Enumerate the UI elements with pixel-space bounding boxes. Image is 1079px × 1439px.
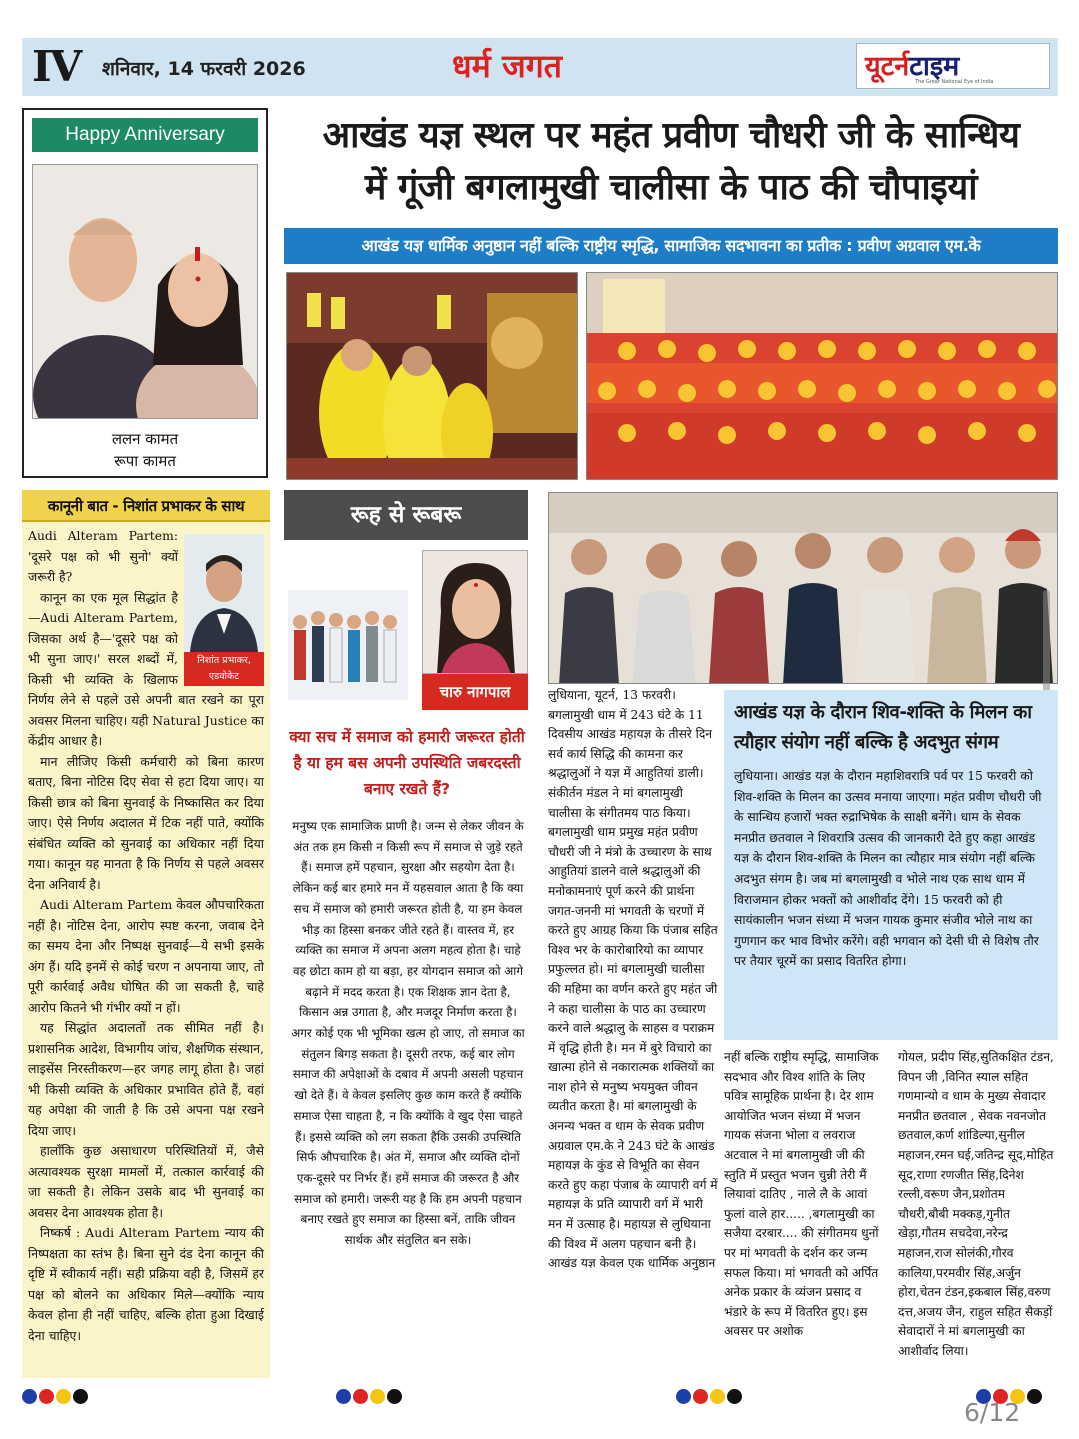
shivratri-article-body: लुधियाना। आखंड यज्ञ के दौरान महाशिवरात्रि पर्व पर 15 फरवरी को शिव-शक्ति के मिलन का उत्सव मनाया जाएगा। महंत प्रवीण चौधरी जी के सान्धिय हजारों भक्त रुद्राभिषेक के साक्षी बनेंगे। धाम के सेवक मनप्रीत छतवाल ने शिवरात्रि उत्सव की जानकारी देते हुए कहा आखंड यज्ञ के दौरान शिव-शक्ति के मिलन का त्यौहार मात्र संयोग नहीं बल्कि अदभुत संगम है। जब मां बगलामुखी व भोले नाथ एक साथ धाम में विराजमान होकर भक्तों को आशीर्वाद देंगे। 15 फरवरी को ही सायंकालीन भजन संध्या में भजन गायक कुमार संजीव भोले नाथ का गुणगान कर भाव विभोर करेंगे। वही भगवान को देसी घी से विशेष तौर पर तैयार चूरमें का प्रसाद वितरित होगा। xyxy=(734,769,1042,969)
color-dot xyxy=(336,1389,351,1404)
main-story-column-1: लुधियाना, यूटर्न, 13 फरवरी। बगलामुखी धाम में 243 घंटे के 11 दिवसीय आखंड महायज्ञ के तीसरे दिन सर्व कार्य सिद्धि की कामना कर श्रद्धालुओं ने यज्ञ में आहुतियां डाली। संकीर्तन मंडल ने मां बगलामुखी चालीसा के संगीतमय पाठ किया। बगलामुखी धाम प्रमुख महंत प्रवीण चौधरी जी ने मंत्रो के उच्चारण के साथ आहुतियां डालने वाले श्रद्धालुओं की मनोकामनाएं पूर्ण करने की प्रार्थना जगत-जननी मां भगवती के चरणों में करते हुए आग्रह किया कि पंजाब सहित विश्व भर के कारोबारियो का व्यापार प्रफुल्लत हो। मां बगलामुखी चालीसा की महिमा का वर्णन करते हुए महंत जी ने कहा चालीसा के पाठ का उच्चारण करने वाले श्रद्धालु के साहस व पराक्रम में वृद्धि होती है। मन में बुरे विचारो का खात्मा होने से नकारात्मक शक्तियों का नाश होने से मनुष्य भयमुक्त जीवन व्यतीत करता है। मां बगलामुखी के अनन्य भक्त व धाम के सेवक प्रवीण अग्रवाल एम.के ने 243 घंटे के आखंड महायज्ञ के कुंड से विभूति का सेवन करते हुए कहा पंजाब के व्यापारी वर्ग में महायज्ञ के प्रति व्यापारी वर्ग में भारी मन में उत्साह है। महायज्ञ से लुधियाना की विश्व में अलग पहचान बनी है। आखंड यज्ञ केवल एक धार्मिक अनुष्ठान xyxy=(548,688,718,1271)
main-story-column-2: नहीं बल्कि राष्ट्रीय स्मृद्धि, सामाजिक सदभाव और विश्व शांति के लिए पवित्र सामूहिक प्रार्थना है। देर शाम आयोजित भजन संध्या में भजन गायक संजना भोला व लवराज अटवाल ने मां बगलामुखी जी की स्तुति में प्रस्तुत भजन चुन्नी तेरी मैं लियावां दातिए , नाले लै के आवां फुलां वाले हार..... ,बगलामुखी का सजैया दरबार.... की संगीतमय धुनों पर मां भगवती के दर्शन कर जन्म सफल किया। मां भगवती को अर्पित अनेक प्रकार के व्यंजन प्रसाद व भंडारे के रूप में वितरित हुए। इस अवसर पर अशोक xyxy=(724,1050,879,1339)
logo-part1: यूटर्न xyxy=(865,51,910,82)
opinion-column xyxy=(282,490,534,1370)
color-dot xyxy=(693,1389,708,1404)
masthead xyxy=(22,38,1058,96)
legal-paragraph: हालाँकि कुछ असाधारण परिस्थितियों में, जैसे अत्यावश्यक सुरक्षा मामलों में, तत्काल कार्रवाई की जा सकती है। लेकिन उसके बाद भी सुनवाई का अवसर देना आवश्यक होता है। xyxy=(28,1143,264,1220)
devotees-group-photo xyxy=(586,272,1058,480)
logo-part2: टाइम xyxy=(909,51,960,82)
registration-dots-center-right xyxy=(676,1389,744,1408)
couple-photo xyxy=(32,164,258,419)
legal-paragraph: निष्कर्ष : Audi Alteram Partem न्याय की निष्पक्षता का स्तंभ है। बिना सुने दंड देना कानून की दृष्टि में स्वीकार्य नहीं। सही प्रक्रिया वही है, जिसमें हर पक्ष को बोलने का अधिकार मिले—क्योंकि न्याय केवल होना ही नहीं चाहिए, बल्कि होता हुआ दिखाई देना चाहिए। xyxy=(28,1225,264,1343)
anniversary-box xyxy=(22,108,268,478)
legal-column-body xyxy=(28,526,264,1346)
lawyer-profile xyxy=(184,534,264,684)
color-dot xyxy=(56,1389,71,1404)
color-dot xyxy=(22,1389,37,1404)
logo-tagline: The Great National Eye of India xyxy=(915,79,994,85)
color-dot xyxy=(676,1389,691,1404)
color-dot xyxy=(727,1389,742,1404)
issue-date: शनिवार, 14 फरवरी 2026 xyxy=(102,58,306,80)
color-dot xyxy=(73,1389,88,1404)
author-photo xyxy=(422,550,528,674)
legal-paragraph: कानून का एक मूल सिद्धांत है—Audi Alteram Partem, जिसका अर्थ है—'दूसरे पक्ष को भी सुना जाए।' सरल शब्दों में, किसी भी व्यक्ति के खिलाफ निर्णय लेने से पहले उसे अपनी बात रखने का पूरा अवसर मिलना चाहिए। यही Natural Justice का केंद्रीय आधार है। xyxy=(28,589,264,748)
registration-dots-center-left xyxy=(336,1389,404,1408)
main-story-column-3: गोयल, प्रदीप सिंह,सुतिकक्षित टंडन, विपन जी ,विनित स्याल सहित गणमान्यो व धाम के मुख्य सेवादार मनप्रीत छतवाल , सेवक नवनजोत छतवाल,कर्ण शांडिल्या,सुनील महाजन,रमन घई,जतिन्द्र सूद,मोहित सूद,राणा रणजीत सिंह,दिनेश रल्ली,वरूण जैन,प्रशोतम चौधरी,बौबी मक्कड़,गुनीत खेड़ा,गौतम सचदेवा,नरेन्द्र महाजन,राज सोलंकी,गौरव कालिया,परमवीर सिंह,अर्जुन होरा,चेतन टंडन,इकबाल सिंह,वरुण दत्त,अजय जैन, राहुल सहित सैकड़ों सेवादारों ने मां बगलामुखी का आशीर्वाद लिया। xyxy=(898,1050,1054,1358)
professionals-illustration xyxy=(288,590,408,700)
headline-line-1: आखंड यज्ञ स्थल पर महंत प्रवीण चौधरी जी के सान्धिय xyxy=(322,115,1020,156)
anniversary-label: Happy Anniversary xyxy=(32,118,258,152)
newspaper-logo xyxy=(856,43,1050,89)
anniversary-name-1: ललन कामत xyxy=(111,430,179,448)
author-name-tag: चारु नागपाल xyxy=(422,674,528,710)
legal-paragraph: Audi Alteram Partem: 'दूसरे पक्ष को भी सुनो' क्यों जरूरी है? xyxy=(28,528,178,584)
shivratri-article-box xyxy=(724,690,1058,1040)
lawyer-photo xyxy=(184,534,264,652)
legal-column-heading: कानूनी बात - निशांत प्रभाकर के साथ xyxy=(22,490,270,522)
color-dot xyxy=(353,1389,368,1404)
section-title: धर्म जगत xyxy=(452,47,562,85)
page-counter: 6/12 xyxy=(964,1398,1021,1427)
opinion-body: मनुष्य एक सामाजिक प्राणी है। जन्म से लेकर जीवन के अंत तक हम किसी न किसी रूप में समाज से जुड़े रहते हैं। समाज हमें पहचान, सुरक्षा और सहयोग देता है। लेकिन कई बार हमारे मन में यहसवाल आता है कि क्या सच में समाज को हमारी जरूरत होती है, या हम केवल भीड़ का हिस्सा बनकर जीते रहते हैं। वास्तव में, हर व्यक्ति का समाज में अपना अलग महत्व होता है। चाहे वह छोटा काम हो या बड़ा, हर योगदान समाज को आगे बढ़ाने में मदद करता है। एक शिक्षक ज्ञान देता है, किसान अन्न उगाता है, और मजदूर निर्माण करता है। अगर कोई एक भी भूमिका खत्म हो जाए, तो समाज का संतुलन बिगड़ सकता है। दूसरी तरफ, कई बार लोग समाज की अपेक्षाओं के दबाव में अपनी असली पहचान खो देते हैं। वे केवल इसलिए कुछ काम करते हैं क्योंकि समाज ऐसा चाहता है, न कि क्योंकि वे खुद ऐसा चाहते हैं। इससे व्यक्ति को लग सकता हैकि उसकी उपस्थिति सिर्फ औपचारिक है। अंत में, समाज और व्यक्ति दोनों एक-दूसरे पर निर्भर हैं। हमें समाज की जरूरत है और समाज को हमारी। जरूरी यह है कि हम अपनी पहचान बनाए रखते हुए समाज का हिस्सा बनें, ताकि जीवन सार्थक और संतुलित बन सके। xyxy=(291,819,525,1248)
opinion-title: क्या सच में समाज को हमारी जरूरत होती है या हम बस अपनी उपस्थिति जबरदस्ती बनाए रखते हैं? xyxy=(289,728,525,798)
legal-paragraph: Audi Alteram Partem केवल औपचारिकता नहीं है। नोटिस देना, आरोप स्पष्ट करना, जवाब देने का समय देना और निष्पक्ष सुनवाई—ये सभी इसके अंग हैं। यदि इनमें से कोई चरण न अपनाया जाए, तो पूरी कार्रवाई अवैध घोषित की जा सकती है, चाहे आरोप कितने भी गंभीर क्यों न हों। xyxy=(28,897,264,1015)
page-number: IV xyxy=(32,42,81,91)
legal-paragraph: यह सिद्धांत अदालतों तक सीमित नहीं है। प्रशासनिक आदेश, विभागीय जांच, शैक्षणिक संस्थान, लाइसेंस निरस्तीकरण—हर जगह लागू होता है। जहां भी किसी व्यक्ति के अधिकार प्रभावित होते हैं, वहां यह अपेक्षा की जाती है कि उसे अपना पक्ष रखने दिया जाए। xyxy=(28,1020,264,1138)
main-headline xyxy=(280,110,1062,214)
legal-paragraph: मान लीजिए किसी कर्मचारी को बिना कारण बताए, बिना नोटिस दिए सेवा से हटा दिया जाए। या किसी छात्र को बिना सुनवाई के निष्कासित कर दिया जाए। ऐसे निर्णय अदालत में टिक नहीं पाते, क्योंकि संबंधित व्यक्ति को सुनवाई का अधिकार नहीं दिया गया। कानून यह मानता है कि निर्णय से पहले अवसर देना अनिवार्य है। xyxy=(28,753,264,892)
registration-dots-left xyxy=(22,1389,90,1408)
anniversary-name-2: रूपा कामत xyxy=(114,452,176,470)
legal-column xyxy=(22,490,270,1378)
lawyer-name-tag: निशांत प्रभाकर, एडवोकेट xyxy=(184,652,264,686)
color-dot xyxy=(387,1389,402,1404)
main-subheadline: आखंड यज्ञ धार्मिक अनुष्ठान नहीं बल्कि राष्ट्रीय स्मृद्धि, सामाजिक सदभावना का प्रतीक : प्रवीण अग्रवाल एम.के xyxy=(284,228,1058,264)
color-dot xyxy=(1027,1389,1042,1404)
group-meeting-photo xyxy=(548,492,1058,684)
color-dot xyxy=(710,1389,725,1404)
yagya-ceremony-photo xyxy=(286,272,578,480)
opinion-column-heading: रूह से रूबरू xyxy=(284,490,528,540)
headline-line-2: में गूंजी बगलामुखी चालीसा के पाठ की चौपाइयां xyxy=(364,167,978,208)
color-dot xyxy=(39,1389,54,1404)
shivratri-article-title: आखंड यज्ञ के दौरान शिव-शक्ति के मिलन का त्यौहार संयोग नहीं बल्कि है अदभुत संगम xyxy=(734,702,1032,753)
color-dot xyxy=(370,1389,385,1404)
